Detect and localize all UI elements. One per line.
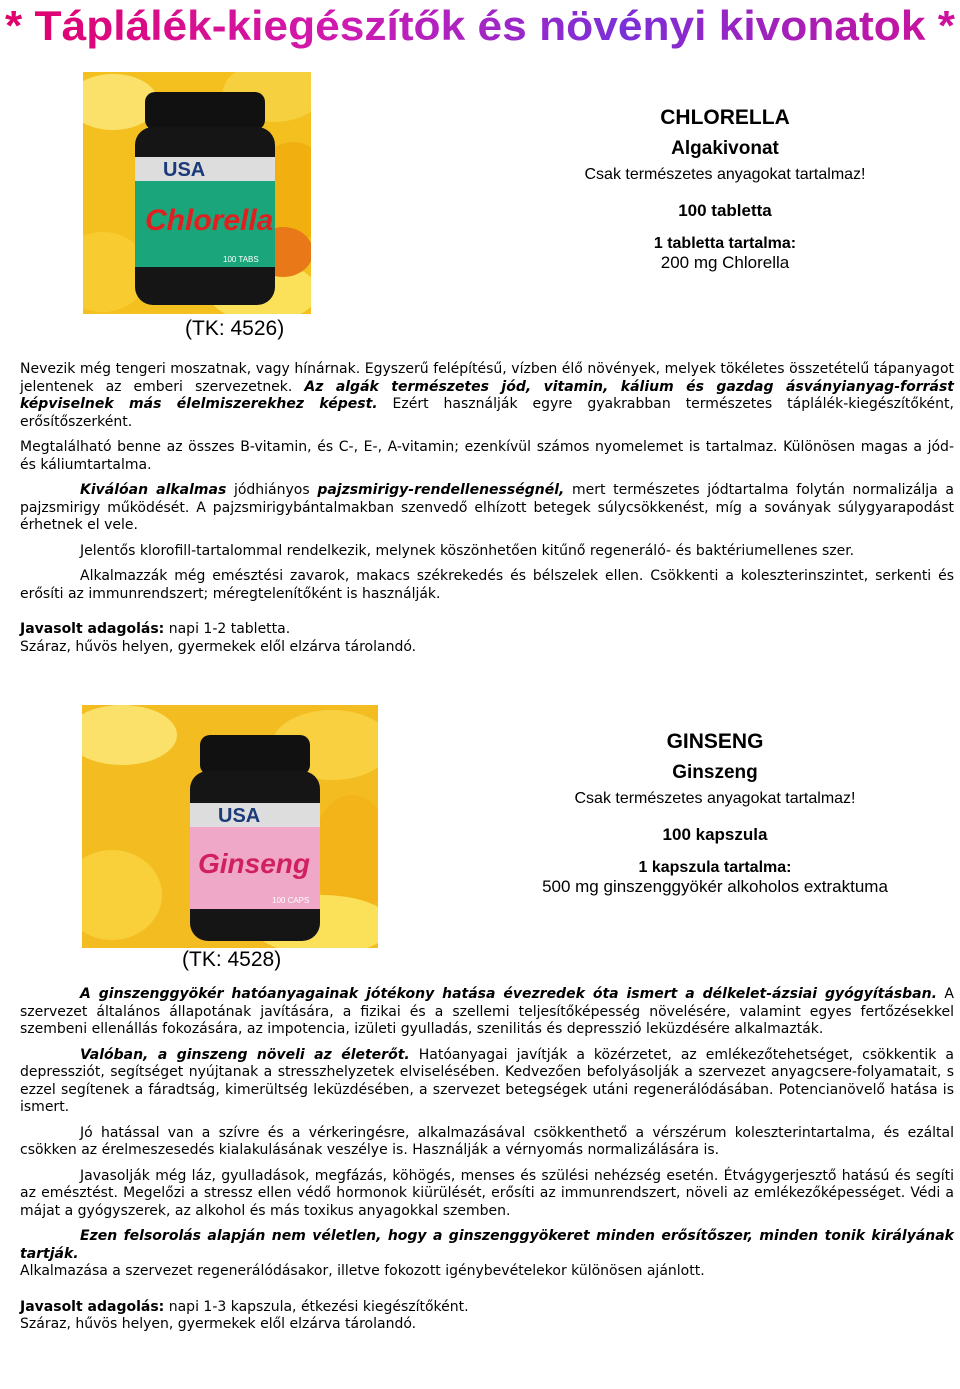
ginseng-product-code: (TK: 4528) <box>182 948 282 971</box>
product-note: Csak természetes anyagokat tartalmaz! <box>584 166 866 183</box>
product-title: GINSENG <box>666 730 764 753</box>
chlorella-label-text: Chlorella <box>145 204 274 237</box>
product-count: 100 tabletta <box>678 201 772 220</box>
banner-text: * Táplálék-kiegészítők és növényi kivonatok * <box>5 2 956 49</box>
description-text: A ginszenggyökér hatóanyagainak jótékony hatása évezredek óta ismert a délkelet-ázsiai gyógyításban. <box>80 986 937 1002</box>
product-contents-value: 200 mg Chlorella <box>660 253 790 272</box>
storage-text: Száraz, hűvös helyen, gyermekek elől elzárva tárolandó. <box>20 638 417 655</box>
svg-text:100 CAPS: 100 CAPS <box>272 896 310 905</box>
ginseng-product-image <box>82 705 378 948</box>
description-paragraph <box>20 482 954 535</box>
banner-title <box>0 0 960 52</box>
description-text: Nevezik még tengeri moszatnak, vagy hínárnak. Egyszerű felépítésű, vízben élő növények, melyek tökéletes összetételű tápanyagot jelentenek az emberi szervezetnek. <box>20 361 954 395</box>
product-contents-label: 1 kapszula tartalma: <box>638 859 792 876</box>
description-text: Ezért használják egyre gyakrabban természetes táplálék-kiegészítőként, erősítőszerként. <box>20 396 954 430</box>
description-text: Valóban, a ginszeng növeli az életerőt. <box>80 1046 410 1063</box>
chlorella-info <box>560 106 890 273</box>
description-text: Alkalmazzák még emésztési zavarok, makacs székrekedés és bélszelek ellen. Csökkenti a koleszterinszintet, serkenti és erősíti az immunrendszert; méregtelenítőként is használják. <box>20 568 954 602</box>
description-text: Jó hatással van a szívre és a vérkeringésre, alkalmazásával csökkenthető a vérszérum koleszterintartalma, és ezáltal csökken az érelmeszesedés kialakulásának veszélye is. Használják a vérnyomás normalizálására is. <box>20 1124 954 1158</box>
product-note: Csak természetes anyagokat tartalmaz! <box>574 790 856 807</box>
dosage-and-storage <box>20 621 954 656</box>
dosage-value: napi 1-2 tabletta. <box>164 621 291 637</box>
chlorella-description <box>20 361 954 664</box>
description-text: pajzsmirigy-rendellenességnél, <box>317 482 565 498</box>
description-paragraph <box>20 1168 954 1221</box>
svg-text:USA: USA <box>218 805 261 827</box>
dosage-and-storage <box>20 1299 954 1334</box>
dosage-label: Javasolt adagolás: <box>20 1298 165 1315</box>
description-text: A szervezet általános állapotának javítására, a fizikai és a szellemi teljesítőképesség növelésére, valamint egyes fertőzésekkel szembeni ellenállás fokozására, az impotencia, izületi gyulladás, szenilitás és depresszió leküzdésére alkalmazták. <box>20 986 954 1037</box>
description-paragraph <box>20 1047 954 1117</box>
description-text: Alkalmazása a szervezet regenerálódásakor, illetve fokozott igénybevételekor különösen ajánlott. <box>20 1263 705 1279</box>
description-text: Hatóanyagai javítják a közérzetet, az emlékezőtehetséget, csökkentik a depressziót, segítséget nyújtanak a stresszhelyzetek elviselésében. Kedvezően befolyásolják a szervezet anyagcsere-folyamatait, s ezzel segítenek a fáradtság, kimerültség leküzdésében, a szervezet betegségek utáni regenerálódásában. Potencianövelő hatása is ismert. <box>20 1046 954 1115</box>
description-text: Megtalálható benne az összes B-vitamin, és C-, E-, A-vitamin; ezenkívül számos nyomelemet is tartalmaz. Különösen magas a jód- és káliumtartalma. <box>20 439 954 473</box>
product-count: 100 kapszula <box>662 825 768 844</box>
dosage-value: napi 1-3 kapszula, étkezési kiegészítőként. <box>164 1298 469 1315</box>
description-paragraph <box>20 439 954 474</box>
description-paragraph <box>20 1125 954 1160</box>
description-paragraph <box>20 361 954 431</box>
svg-text:USA: USA <box>163 159 206 181</box>
page-banner <box>0 0 960 52</box>
description-text: Jelentős klorofill-tartalommal rendelkezik, melynek köszönhetően kitűnő regeneráló- és baktériumellenes szer. <box>80 542 855 559</box>
product-subtitle: Ginszeng <box>672 762 758 783</box>
product-contents-value: 500 mg ginszenggyökér alkoholos extraktuma <box>542 877 888 896</box>
storage-text: Száraz, hűvös helyen, gyermekek elől elzárva tárolandó. <box>20 1316 417 1332</box>
description-paragraph <box>20 986 954 1039</box>
ginseng-label-text: Ginseng <box>198 848 311 879</box>
description-paragraph <box>20 1228 954 1281</box>
description-text: mert természetes jódtartalma folytán normalizálja a pajzsmirigy működését. A pajzsmirigybántalmakban szenvedő elhízott betegek súlycsökkenést, míg a soványak súlygyarapodást érhetnek el vele. <box>20 482 954 533</box>
description-paragraph <box>20 543 954 561</box>
product-title: CHLORELLA <box>660 106 790 129</box>
product-subtitle: Algakivonat <box>671 138 779 159</box>
chlorella-product-image <box>83 72 311 314</box>
description-text: Javasolják még láz, gyulladások, megfázás, köhögés, menses és szülési nehézség esetén. Étvágygerjesztő hatású és segíti az emésztést. Megelőzi a stressz ellen védő hormonok kiürülését, erősíti az immunrendszert, növeli az emlékezőképességet. Védi a májat a gyógyszerek, az alkohol és más toxikus anyagokkal szemben. <box>20 1167 954 1219</box>
ginseng-info <box>500 730 930 897</box>
chlorella-product-code: (TK: 4526) <box>185 317 285 340</box>
svg-text:100 TABS: 100 TABS <box>223 255 259 264</box>
ginseng-description <box>20 986 954 1342</box>
product-contents-label: 1 tabletta tartalma: <box>653 235 797 252</box>
description-text: jódhiányos <box>226 482 318 498</box>
description-text: Kiválóan alkalmas <box>80 482 227 498</box>
description-text: Ezen felsorolás alapján nem véletlen, hogy a ginszenggyökeret minden erősítőszer, minden tonik királyának tartják. <box>20 1228 954 1262</box>
description-text: Az algák természetes jód, vitamin, kálium és gazdag ásványianyag-forrást képviselnek más élelmiszerekhez képest. <box>20 378 954 412</box>
dosage-label: Javasolt adagolás: <box>20 621 165 637</box>
description-paragraph <box>20 568 954 603</box>
